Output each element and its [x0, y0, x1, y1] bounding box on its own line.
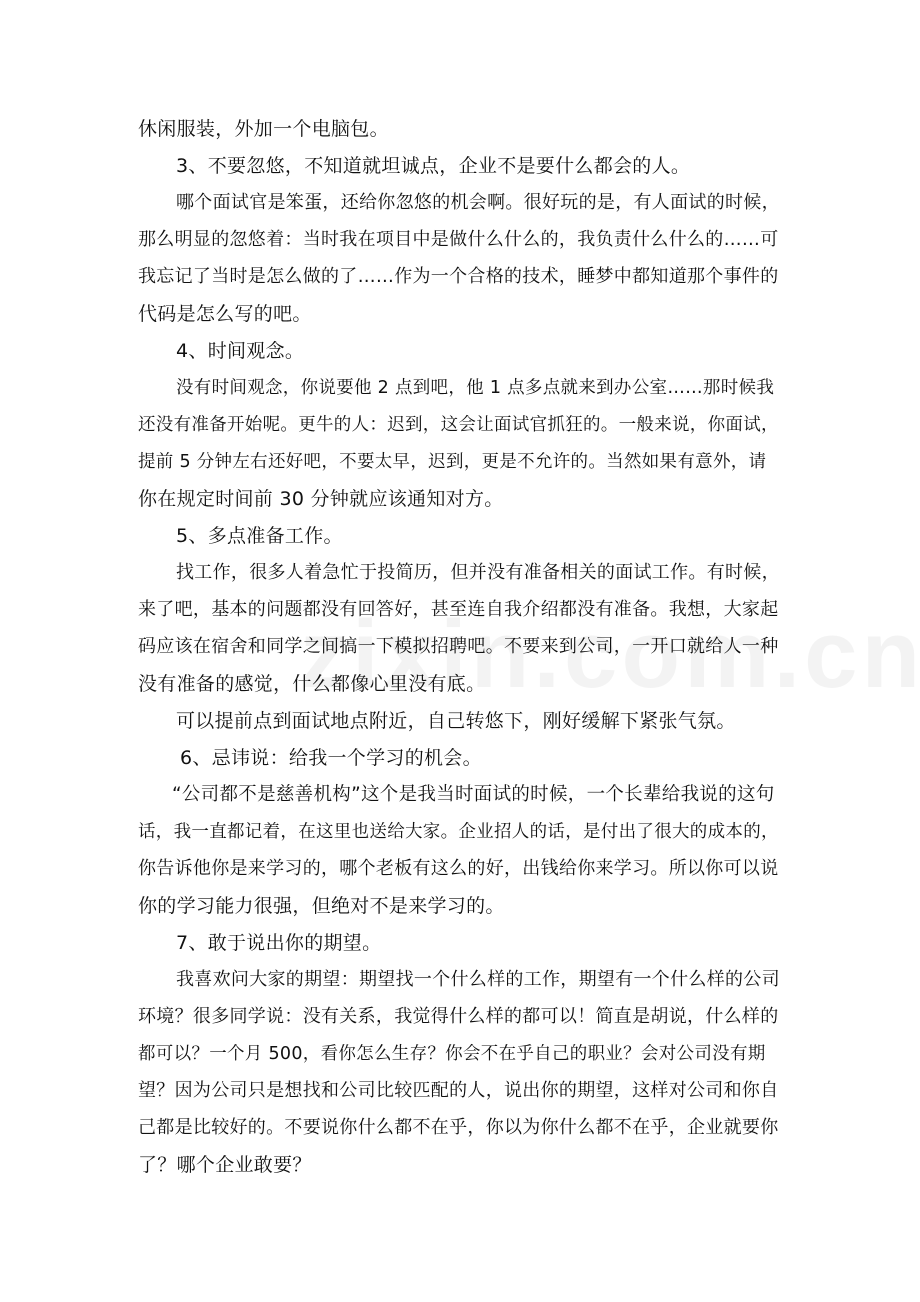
- text-line: “公司都不是慈善机构”这个是我当时面试的时候，一个长辈给我说的这句: [172, 784, 775, 805]
- text-line: 你在规定时间前 30 分钟就应该通知对方。: [138, 488, 504, 510]
- text-line: 话，我一直都记着，在这里也送给大家。企业招人的话，是付出了很大的成本的，: [138, 822, 779, 842]
- text-line: 哪个面试官是笨蛋，还给你忽悠的机会啊。很好玩的是，有人面试的时候，: [176, 192, 780, 213]
- text-line: 找工作，很多人着急忙于投简历，但并没有准备相关的面试工作。有时候，: [176, 562, 780, 583]
- text-line: 还没有准备开始呢。更牛的人：迟到，这会让面试官抓狂的。一般来说，你面试，: [138, 415, 779, 435]
- text-line: 休闲服装，外加一个电脑包。: [138, 118, 389, 140]
- text-line: 提前 5 分钟左右还好吧，不要太早，迟到，更是不允许的。当然如果有意外，请: [138, 452, 767, 472]
- text-line: 环境？很多同学说：没有关系，我觉得什么样的都可以！简直是胡说，什么样的: [138, 1006, 779, 1027]
- text-line: 望？因为公司只是想找和公司比较匹配的人，说出你的期望，这样对公司和你自: [138, 1080, 779, 1101]
- text-line: 可以提前点到面试地点附近，自己转悠下，刚好缓解下紧张气氛。: [176, 710, 736, 732]
- text-line: 你告诉他你是来学习的，哪个老板有这么的好，出钱给你来学习。所以你可以说: [138, 858, 779, 879]
- text-line: 那么明显的忽悠着：当时我在项目中是做什么什么的，我负责什么什么的……可: [138, 229, 779, 250]
- text-line: 没有准备的感觉，什么都像心里没有底。: [138, 673, 486, 695]
- text-line: 己都是比较好的。不要说你什么都不在乎，你以为你什么都不在乎，企业就要你: [138, 1117, 779, 1138]
- text-line: 了？哪个企业敢要？: [138, 1154, 312, 1176]
- text-line: 我忘记了当时是怎么做的了……作为一个合格的技术，睡梦中都知道那个事件的: [138, 266, 779, 287]
- section-heading-3: 3、不要忽悠，不知道就坦诚点，企业不是要什么都会的人。: [176, 155, 691, 177]
- section-heading-7: 7、敢于说出你的期望。: [176, 932, 382, 954]
- text-line: 来了吧，基本的问题都没有回答好，甚至连自我介绍都没有准备。我想，大家起: [138, 599, 779, 620]
- text-line: 码应该在宿舍和同学之间搞一下模拟招聘吧。不要来到公司，一开口就给人一种: [138, 636, 779, 657]
- text-line: 没有时间观念，你说要他 2 点到吧，他 1 点多点就来到办公室……那时候我: [176, 378, 775, 398]
- section-heading-5: 5、多点准备工作。: [176, 525, 343, 547]
- section-heading-4: 4、时间观念。: [176, 340, 305, 362]
- text-line: 代码是怎么写的吧。: [138, 303, 312, 325]
- text-line: 都可以？一个月 500，看你怎么生存？你会不在乎自己的职业？会对公司没有期: [138, 1044, 766, 1064]
- text-line: 你的学习能力很强，但绝对不是来学习的。: [138, 895, 505, 917]
- text-line: 我喜欢问大家的期望：期望找一个什么样的工作，期望有一个什么样的公司: [176, 969, 780, 990]
- section-heading-6: 6、忌讳说：给我一个学习的机会。: [180, 747, 482, 769]
